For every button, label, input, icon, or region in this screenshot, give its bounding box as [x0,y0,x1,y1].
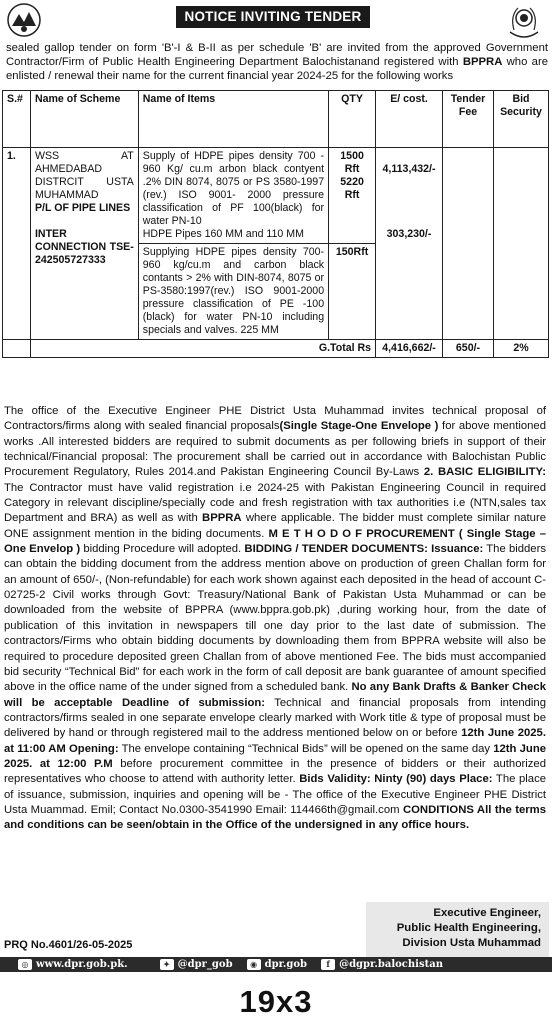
scheme-name: WSS AT AHMEDABAD DISTRCIT USTA MUHAMMAD [34,150,134,201]
cell-item: Supplying HDPE pipes density 700-960 kg/cu.m and carbon black contants > 2% with DIN-8074, 8075 or PS-3580:1997(rev.) ISO 9001-2000 pressure classification of PE -100 (black) for water PN-10 including specials and valves. 225 MM [138,244,328,340]
total-security: 2% [493,340,548,358]
col-header: E/ cost. [376,91,443,148]
item-sizes: HDPE Pipes 160 MM and 110 MM [142,228,304,240]
total-cost: 4,416,662/- [376,340,443,358]
cost-value: 303,230/- [386,228,432,240]
deadline-date: 12th June 2025. at 11:00 AM Opening: [4,727,546,755]
prq-number: PRQ No.4601/26-05-2025 [4,939,133,951]
body-text: The place of issuance, submission, inquiries and opening will be - The office of the Executive Engineer PHE District Usta Muammad. Emil; Contact No.0300-3541990 Email: 114466th@gmail.com [4,773,547,816]
globe-icon: ◎ [18,959,32,970]
section-heading: 2. BASIC ELIGIBILITY: [423,466,546,479]
intro-text: sealed gallop tender on form 'B'-I & B-II as per schedule 'B' are invited from the approved Government Contractor/Firm of Public Health Engineering Department Balochistanand registered with [6,42,548,68]
cell-fee [443,148,494,340]
notice-body [4,404,546,834]
notice-title: NOTICE INVITING TENDER [176,6,370,28]
cost-value: 4,113,432/- [382,163,436,175]
balochistan-emblem-icon [4,2,44,38]
col-header: Bid Security [493,91,548,148]
notice-header [0,0,552,40]
body-text: where applicable. The bidder must complete similar nature ONE assignment mention in the biding documents. [4,512,547,540]
intro-bppra: BPPRA [462,56,503,68]
body-text: The envelope containing “Technical Bids” will be opened on the same day [118,742,494,755]
col-header: Name of Scheme [30,91,138,148]
total-label: G.Total Rs [30,340,375,358]
section-heading: CONDITIONS All the terms and conditions can be seen/obtain in the Office of the undersigned in any office hours. [4,803,546,832]
total-fee: 650/- [443,340,494,358]
tender-table [2,90,549,358]
section-heading: M E T H O D O F PROCUREMENT ( Single Stage –One Envelop ) [4,527,546,556]
cell-sno: 1. [3,148,31,340]
footer-facebook[interactable] [321,959,443,970]
section-heading: Bids Validity: Ninty (90) days Place: [299,773,493,786]
body-text: The Contractor must have valid registration i.e 2024-25 with Pakistan Engineering Council in required Category in relevant discipline/specially code and fresh registration with tax authorities i.e (NTN,sales tax Department and BRA) as well as with [4,481,546,525]
footer-bar [0,957,552,972]
intro-paragraph [6,41,548,83]
facebook-icon: f [321,959,335,970]
cell-cost [376,148,443,340]
table-total-row [3,340,549,358]
footer-web-text: www.dpr.gob.pk. [36,959,128,970]
cell-empty [3,340,31,358]
footer-facebook-text: @dgpr.balochistan [339,959,443,970]
body-text: before procurement committee in the presence of bidders or their authorized representatives who choose to attend with authority letter. [4,757,546,786]
twitter-icon: ✦ [160,959,174,970]
section-heading: No any Bank Drafts & Banker Check will be acceptable Deadline of submission: [4,681,546,709]
signature-title: Executive Engineer, [433,907,541,919]
footer-instagram-text: dpr.gob [264,959,308,970]
cell-qty: 1500 Rft 5220 Rft [329,148,376,244]
footer-web[interactable] [18,959,128,970]
ad-size-label: 19x3 [239,984,313,1019]
body-bold: BPPRA [202,512,242,525]
body-bold: (Single Stage-One Envelope ) [279,420,439,433]
cell-item [138,148,328,244]
intro-text-end: who are enlisted / renewal their name for the current financial year 2024-25 for the following works [6,56,548,82]
footer-twitter[interactable] [160,959,233,970]
section-heading: BIDDING / TENDER DOCUMENTS: Issuance: [244,543,484,556]
signature-division: Division Usta Muhammad [402,937,541,949]
table-header-row [3,91,549,148]
body-text: The office of the Executive Engineer PHE District Usta Muhammad invites technical proposal of Contractors/firms along with sealed financial proposals [4,405,546,433]
body-text: Technical and financial proposals from intending contractors/firms sealed in one separate envelope clearly marked with Work title & type of proposal must be delivered by hand or through registered mail to the address mentioned below on or before [4,696,546,740]
body-text: The bidders can obtain the bidding document from the address mention above on production of green Challan form for an amount of 650/-, (Non-refundable) for each work shown against each deposited in the head of account C-02725-2 Civil works through Govt: Treasury/National Bank of Pakistan Usta Muhammad or can be downloaded from the website of BPPRA (www.bppra.gob.pk) ,during working hour, from the date of publication of this invitation in newspapers till one day prior to the last date of submission. The contractors/Firms who obtain bidding documents by downloading them from BPPRA website will also be required to procedure deposited green Challan from of above mentioned Fee. The bids must accompanied bid security “Technical Bid” for each work in the form of call deposit are bank guarantee of amount specified above in the office name of the under signed from a scheduled bank. [4,543,546,694]
col-header: Tender Fee [443,91,494,148]
signature-block [366,902,549,957]
item-description: Supply of HDPE pipes density 700 - 960 Kg/ cu.m arbon black contyent .2% DIN 8074, 8075 or PS 3580-1997 (rev.) ISO 9001- 2000 pressure classification of PF 100(black) for water PN-10 [142,150,325,227]
government-seal-icon [504,2,544,38]
table-row [3,148,549,244]
scheme-tse: INTER CONNECTION TSE-242505727333 [34,228,134,266]
footer-instagram[interactable] [247,959,307,970]
signature-department: Public Health Engineering, [396,922,541,934]
scheme-type: P/L OF PIPE LINES [34,202,131,214]
cell-qty: 150Rft [329,244,376,340]
body-text: bidding Procedure will adopted. [80,543,245,556]
col-header: S.# [3,91,31,148]
footer-twitter-text: @dpr_gob [177,959,233,970]
cell-security [493,148,548,340]
col-header: QTY [329,91,376,148]
instagram-icon: ◉ [247,959,261,970]
cell-scheme [30,148,138,340]
body-text: for above mentioned works .All interested bidders are required to submit documents as per following briefs in support of their technical/Financial proposal: The procurement shall be carried out in accordance with Balochistan Public Procurement Regulatory, Rules 2014.and Pakistan Engineering Council By-Laws [4,420,546,479]
col-header: Name of Items [138,91,328,148]
opening-date: 12th June 2025. at 12:00 P.M [4,742,547,770]
